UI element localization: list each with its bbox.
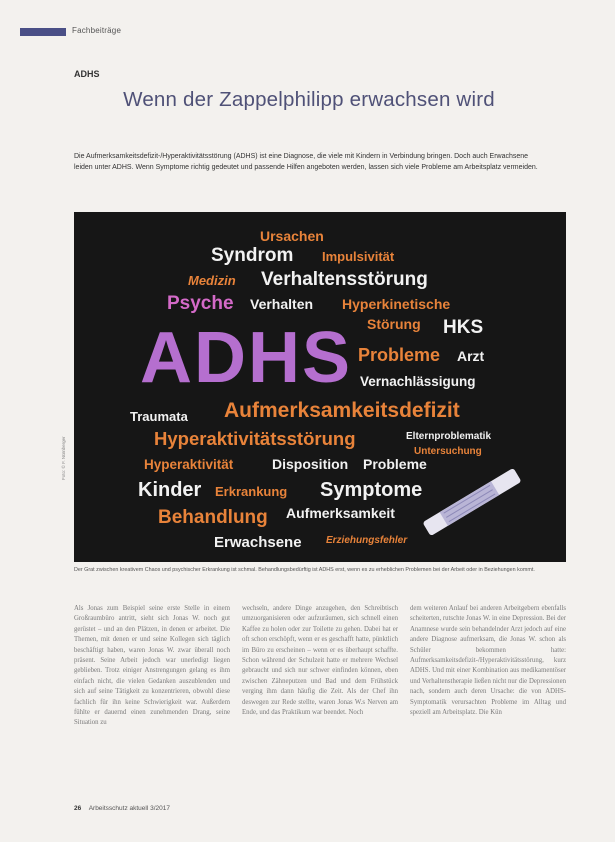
word-elternproblematik: Elternproblematik (406, 431, 492, 442)
word-hyperaktivitaet: Hyperaktivität (144, 457, 234, 472)
article-lead: Die Aufmerksamkeitsdefizit-/Hyperaktivitätsstörung (ADHS) ist eine Diagnose, die viele mit Kindern in Verbindung bringen. Doch auch Erwachsene leiden unter ADHS. Wenn Symptome richtig gedeutet und passende Hilfen angeboten werden, lassen sich viele Probleme am Arbeitsplatz vermeiden. (74, 153, 538, 171)
word-verhalten: Verhalten (250, 296, 314, 312)
photo-caption: Der Grat zwischen kreativem Chaos und psychischer Erkrankung ist schmal. Behandlungsbedürftig ist ADHS erst, wenn es zu erheblichen Problemen bei der Arbeit oder in Beziehungen kommt. (74, 567, 535, 573)
word-hyperaktivitaetsstoerung: Hyperaktivitätsstörung (154, 428, 356, 449)
word-aufmerksamkeit: Aufmerksamkeit (286, 505, 395, 521)
photo-credit: Foto: © F. Nürnberger (61, 436, 66, 480)
page-number: 26 (74, 805, 82, 812)
word-erwachsene: Erwachsene (214, 534, 302, 551)
word-psyche: Psyche (167, 293, 234, 314)
word-stoerung: Störung (367, 316, 421, 332)
word-vernachlaessigung: Vernachlässigung (360, 374, 476, 389)
word-verhaltensstoerung: Verhaltensstörung (261, 269, 428, 290)
word-aufmerksamkeitsdefizit: Aufmerksamkeitsdefizit (224, 399, 460, 422)
article-title: Wenn der Zappelphilipp erwachsen wird (123, 88, 495, 111)
word-erkrankung: Erkrankung (215, 484, 288, 499)
rubric-label: Fachbeiträge (72, 26, 122, 35)
page-footer (74, 805, 170, 812)
word-untersuchung: Untersuchung (414, 446, 482, 457)
word-disposition: Disposition (272, 456, 349, 472)
word-erziehungsfehler: Erziehungsfehler (326, 535, 408, 546)
word-behandlung: Behandlung (158, 507, 268, 528)
body-column-2: wechseln, andere Dinge anzugehen, den Schreibtisch umzuorganisieren oder aufzuräumen, sich schnell einen Kaffee zu holen oder zur Toilette zu gehen. Dabei hat er oft schon erschöpft, wenn er es geschafft hatte, pünktlich im Büro zu erscheinen – wenn er es überhaupt schaffte. Schon während der Schulzeit hatte er mehrere Wechsel gebraucht und sich nur schwer einfinden können, eben zwischen Zähneputzen und Bad und dem Frühstück verging ihm dann häufig die Zeit. Als der Chef ihn deswegen zur Rede stellte, waren Jonas W.s Nerven am Ende, und das Praktikum war beendet. Noch (242, 605, 398, 717)
word-arzt: Arzt (457, 348, 485, 364)
word-impulsivitaet: Impulsivität (322, 249, 395, 264)
word-probleme: Probleme (358, 345, 441, 365)
article-body (74, 604, 566, 794)
chalkboard-photo (74, 212, 566, 562)
word-ursachen: Ursachen (260, 228, 324, 244)
word-kinder: Kinder (138, 479, 202, 501)
word-hyperkinetische: Hyperkinetische (342, 296, 451, 312)
word-probleme-2: Probleme (363, 456, 427, 472)
body-column-3: dem weiteren Anlauf bei anderen Arbeitgebern ebenfalls scheiterten, rutschte Jonas W. in eine Depression. Bei der Anamnese wurde sein behandelnder Arzt jedoch auf eine andere Diagnose aufmerksam, die Jonas W. schon als Schüler bekommen hatte: Aufmerksamkeitsdefizit-/Hyperaktivitätsstörung, kurz ADHS. Und mit einer Kombination aus medikamentöser und Verhaltenstherapie ließen nicht nur die Depressionen nach, sondern auch deren Ursache: die von ADHS-Symptomatik verursachten Probleme im Alltag und speziell am Arbeitsplatz. Die Kün (410, 605, 566, 717)
word-adhs: ADHS (140, 318, 353, 398)
word-symptome: Symptome (320, 479, 423, 501)
publication-name: Arbeitsschutz aktuell 3/2017 (88, 805, 170, 812)
word-syndrom: Syndrom (211, 245, 294, 266)
body-column-1: Als Jonas zum Beispiel seine erste Stelle in einem Großraumbüro antritt, sieht sich Jonas W. noch gut gerüstet – und an den Plätzen, in denen er arbeitet. Die Themen, mit denen er und seine Kollegen sich täglich beschäftigt haben, waren Jonas W. zwar überall noch präsent. Seine Arbeit jedoch war unerledigt liegen geblieben. Trotz einiger Anstrengungen gelang es ihm einfach nicht, die vielen Gedanken auszublenden und sich auf seine Tätigkeit zu konzentrieren, obwohl diese fachlich für ihn keine Schwierigkeit war. Außerdem fühlte er dauernd einen zunehmenden Drang, seine Situation zu (74, 605, 230, 727)
word-traumata: Traumata (130, 409, 188, 424)
word-hks: HKS (443, 317, 484, 338)
article-kicker: ADHS (74, 69, 100, 79)
rubric-bar (20, 28, 66, 36)
word-medizin: Medizin (188, 273, 236, 288)
